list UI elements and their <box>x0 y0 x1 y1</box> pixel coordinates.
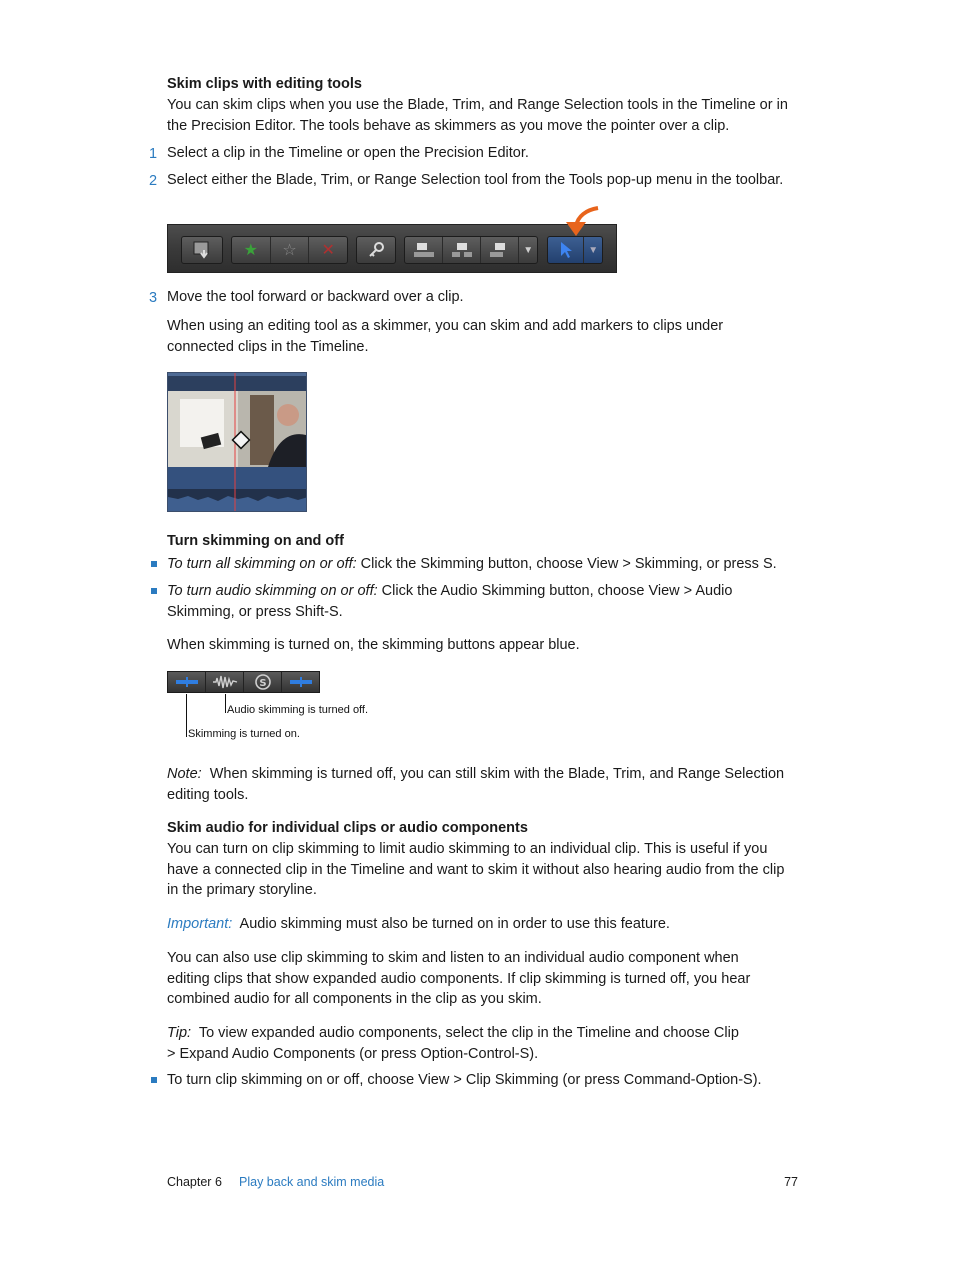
important-paragraph <box>167 914 797 935</box>
connect-icon <box>405 237 443 263</box>
heading-skim-audio: Skim audio for individual clips or audio components <box>167 820 528 836</box>
skimming-blue-note: When skimming is turned on, the skimming buttons appear blue. <box>167 637 580 653</box>
snapping-icon <box>282 672 319 692</box>
step-text: Move the tool forward or backward over a clip. <box>167 289 464 305</box>
bullet-audio-skimming <box>167 581 767 622</box>
reject-x-icon: ✕ <box>321 242 335 259</box>
bullet-lead: To turn audio skimming on or off: <box>167 583 378 599</box>
tip-body: To view expanded audio components, select the clip in the Timeline and choose Clip > Expand Audio Components (or press Option-Control-S). <box>167 1025 739 1062</box>
append-icon <box>481 237 519 263</box>
tip-label: Tip: <box>167 1025 192 1041</box>
bullet-marker <box>151 1077 157 1083</box>
step-number: 2 <box>149 173 158 189</box>
rating-group <box>231 236 348 264</box>
bullet-skimming <box>167 554 797 575</box>
footer-chapter: Chapter 6 <box>167 1175 222 1189</box>
audio-skimming-icon <box>206 672 244 692</box>
skimming-buttons-screenshot <box>167 671 320 693</box>
bullet-lead: To turn all skimming on or off: <box>167 556 357 572</box>
step-text: Select a clip in the Timeline or open the Precision Editor. <box>167 145 529 161</box>
bullet-clip-skimming: To turn clip skimming on or off, choose View > Clip Skimming (or press Command-Option-S). <box>167 1072 762 1088</box>
clip-skimmer-screenshot <box>167 372 307 512</box>
step-number: 3 <box>149 290 158 306</box>
solo-icon <box>244 672 282 692</box>
callout-skimming-on: Skimming is turned on. <box>188 728 300 740</box>
step-number: 1 <box>149 146 158 162</box>
import-group <box>181 236 223 264</box>
step3-detail: When using an editing tool as a skimmer, you can skim and add markers to clips under connected clips in the Timeline. <box>167 318 724 355</box>
step-text: Select either the Blade, Trim, or Range Selection tool from the Tools pop-up menu in the toolbar. <box>167 172 784 188</box>
bullet-body: Click the Audio Skimming button, choose View > Audio Skimming, or press Shift-S. <box>167 583 733 620</box>
bullet-body: Click the Skimming button, choose View > Skimming, or press S. <box>356 556 777 572</box>
favorite-star-icon: ★ <box>232 237 271 263</box>
skimming-icon <box>168 672 206 692</box>
page-number: 77 <box>784 1175 798 1189</box>
insert-icon <box>443 237 481 263</box>
intro-paragraph: You can skim clips when you use the Blade, Trim, and Range Selection tools in the Timeline or in the Precision Editor. The tools behave as skimmers as you move the pointer over a clip. <box>167 97 788 134</box>
unrate-star-icon: ☆ <box>271 237 310 263</box>
keyword-group <box>356 236 396 264</box>
bullet-marker <box>151 561 157 567</box>
note-paragraph <box>167 764 797 805</box>
heading-turn-skimming: Turn skimming on and off <box>167 533 344 549</box>
import-icon <box>182 237 222 263</box>
callout-audio-off: Audio skimming is turned off. <box>227 704 369 716</box>
tip-paragraph <box>167 1023 742 1064</box>
footer-chapter-title-link[interactable]: Play back and skim media <box>239 1175 385 1189</box>
note-label: Note: <box>167 766 202 782</box>
audio-components-paragraph: You can also use clip skimming to skim and listen to an individual audio component when editing clips that show expanded audio components. If clip skimming is turned off, you hear combined audio for all components in the clip as you skim. <box>167 950 751 1007</box>
note-body: When skimming is turned off, you can still skim with the Blade, Trim, and Range Selection editing tools. <box>167 766 785 803</box>
pointer-arrow-icon <box>560 206 604 245</box>
edit-group <box>404 236 538 264</box>
chevron-down-icon[interactable]: ▼ <box>588 244 599 256</box>
important-body: Audio skimming must also be turned on in order to use this feature. <box>239 916 670 932</box>
key-icon <box>357 237 395 263</box>
callout-line <box>186 694 187 737</box>
svg-text:S: S <box>258 678 267 689</box>
callout-line <box>225 694 226 713</box>
heading-skim-editing-tools: Skim clips with editing tools <box>167 76 362 92</box>
bullet-marker <box>151 588 157 594</box>
clip-skimming-paragraph: You can turn on clip skimming to limit audio skimming to an individual clip. This is useful if you have a connected clip in the Timeline and want to skim it without also hearing audio from the clip in the primary storyline. <box>167 841 785 898</box>
important-label: Important: <box>167 916 233 932</box>
toolbar-screenshot <box>167 224 617 273</box>
chevron-down-icon[interactable]: ▼ <box>523 244 534 256</box>
